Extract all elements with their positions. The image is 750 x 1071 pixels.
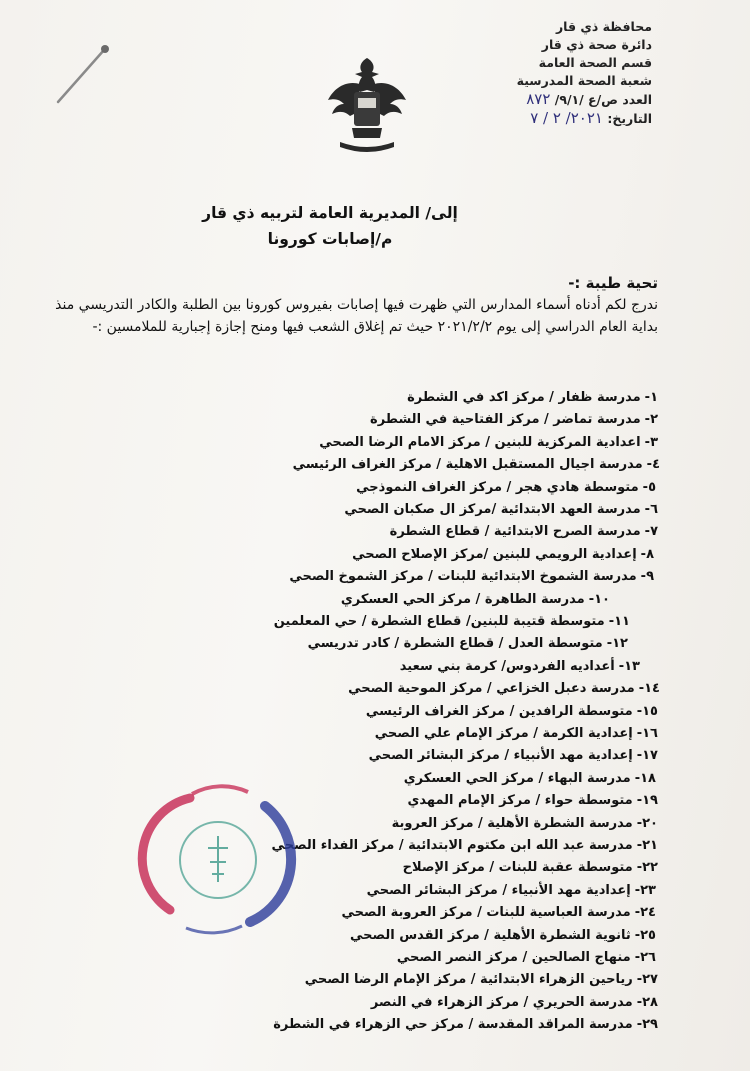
school-list-item xyxy=(397,950,656,965)
school-item-text: مدرسة الصرح الابتدائية / قطاع الشطرة xyxy=(389,524,641,540)
department-name: دائرة صحة ذي قار xyxy=(541,37,652,52)
letter-header xyxy=(452,18,652,128)
school-item-number: ٢٠- xyxy=(636,815,658,831)
reference-label: العدد ص/ع /٩/١/ xyxy=(554,92,652,107)
intro-paragraph: ندرج لكم أدناه أسماء المدارس التي ظهرت فيها إصابات بفيروس كورونا بين الطلبة والكادر التدريسي منذ بداية العام الدراسي إلى يوم ٢٠٢١/٢/٢ حيث تم إغلاق الشعب فيها ومنح إجازة إجبارية للملامسين :- xyxy=(55,297,658,335)
school-item-number: ٣- xyxy=(644,434,658,450)
school-item-text: متوسطة الرافدين / مركز الغراف الرئيسي xyxy=(365,703,633,719)
school-list-item xyxy=(344,502,658,517)
school-item-text: مدرسة ظفار / مركز اكد في الشطرة xyxy=(407,390,641,405)
school-list-item xyxy=(308,636,628,651)
school-item-number: ١٨- xyxy=(634,770,656,786)
school-item-text: مدرسة العهد الابتدائية /مركز ال صكبان الصحي xyxy=(344,502,641,517)
school-item-number: ٢٧- xyxy=(636,972,658,988)
school-item-text: مدرسة عبد الله ابن مكتوم الابتدائية / مركز الفداء الصحي xyxy=(271,838,633,853)
school-item-number: ٢٨- xyxy=(636,994,658,1010)
school-item-number: ٢٦- xyxy=(634,950,656,965)
school-item-number: ٦- xyxy=(644,502,658,517)
school-item-text: مدرسة المراقد المقدسة / مركز حي الزهراء في الشطرة xyxy=(273,1017,633,1033)
school-list-item xyxy=(272,838,658,853)
school-list-item xyxy=(390,524,658,539)
school-item-number: ٢- xyxy=(644,412,658,428)
school-list-item xyxy=(356,480,656,495)
school-item-text: متوسطة هادي هجر / مركز الغراف النموذجي xyxy=(356,479,639,495)
school-item-number: ١٩- xyxy=(636,793,658,809)
iraq-eagle-emblem-icon xyxy=(322,54,412,154)
school-item-text: متوسطة العدل / قطاع الشطرة / كادر تدريسي xyxy=(307,636,603,652)
greeting-line: تحية طيبة :- xyxy=(568,274,658,292)
school-list-item xyxy=(404,771,656,786)
school-item-text: إعدادية الكرمة / مركز الإمام علي الصحي xyxy=(374,726,633,741)
school-item-text: منهاج الصالحين / مركز النصر الصحي xyxy=(396,950,631,965)
school-item-number: ١٣- xyxy=(618,658,640,674)
school-item-text: إعدادية مهد الأنبياء / مركز البشائر الصحي xyxy=(368,748,633,764)
school-list-item xyxy=(400,659,640,674)
school-item-number: ٢٢- xyxy=(636,860,658,876)
school-list-item xyxy=(274,614,630,629)
school-item-number: ٢١- xyxy=(636,838,658,853)
school-list-item xyxy=(370,412,658,427)
school-item-text: متوسطة قتيبة للبنين/ قطاع الشطرة / حي المعلمين xyxy=(273,614,605,629)
school-item-number: ٢٩- xyxy=(636,1017,658,1033)
school-list-item xyxy=(348,681,660,696)
school-item-number: ١١- xyxy=(608,614,630,629)
reference-number xyxy=(452,90,652,109)
school-list-item xyxy=(319,435,658,450)
school-list-item xyxy=(352,547,654,562)
school-item-number: ٨- xyxy=(640,546,654,562)
school-item-text: رياحين الزهراء الابتدائية / مركز الإمام الرضا الصحي xyxy=(304,972,633,988)
school-item-number: ٢٣- xyxy=(634,882,656,898)
school-list-item xyxy=(371,995,658,1010)
school-item-text: أعداديه الفردوس/ كرمة بني سعيد xyxy=(399,658,615,674)
pin-icon xyxy=(48,40,118,110)
school-list-item xyxy=(341,905,656,920)
school-item-number: ١٢- xyxy=(606,636,628,652)
school-item-text: مدرسة الحريري / مركز الزهراء في النصر xyxy=(370,994,633,1010)
school-list-item xyxy=(369,748,658,763)
school-list-item xyxy=(366,704,658,719)
reference-handwritten: ٨٧٢ xyxy=(526,90,551,108)
school-item-number: ٢٥- xyxy=(634,927,656,943)
school-item-number: ١٧- xyxy=(636,748,658,764)
school-item-text: مدرسة دعبل الخزاعي / مركز الموحية الصحي xyxy=(348,681,635,697)
school-item-text: مدرسة الشطرة الأهلية / مركز العروبة xyxy=(391,815,633,831)
school-list-item xyxy=(341,592,610,607)
school-list-item xyxy=(305,972,658,987)
school-item-text: مدرسة العباسية للبنات / مركز العروبة الصحي xyxy=(341,905,631,921)
school-item-text: مدرسة اجيال المستقبل الاهلية / مركز الغراف الرئيسي xyxy=(292,457,643,473)
letter-date xyxy=(452,109,652,128)
school-item-text: مدرسة تماضر / مركز الفتاحية في الشطرة xyxy=(370,412,641,428)
school-item-number: ١٥- xyxy=(636,703,658,719)
branch-name: شعبة الصحة المدرسية xyxy=(516,73,652,88)
subject-line: م/إصابات كورونا xyxy=(267,230,393,248)
school-list-item xyxy=(403,860,658,875)
school-item-number: ١٠- xyxy=(588,591,610,607)
school-item-number: ١٦- xyxy=(636,726,658,741)
school-item-text: متوسطة حواء / مركز الإمام المهدي xyxy=(407,793,633,809)
section-name: قسم الصحة العامة xyxy=(538,55,652,70)
date-handwritten: ٢٠٢١/ ٢ / ٧ xyxy=(530,109,603,127)
school-list-item xyxy=(375,726,658,741)
school-item-number: ٢٤- xyxy=(634,905,656,921)
school-item-text: اعدادية المركزية للبنين / مركز الامام الرضا الصحي xyxy=(319,434,641,450)
date-label: التاريخ: xyxy=(607,111,652,126)
school-item-number: ٧- xyxy=(644,524,658,540)
governorate-name: محافظة ذي قار xyxy=(555,19,652,34)
school-item-text: مدرسة الشموخ الابتدائية للبنات / مركز الشموخ الصحي xyxy=(289,569,637,585)
school-list-item xyxy=(407,793,658,808)
school-list-item xyxy=(367,883,656,898)
school-item-text: إعدادية مهد الأنبياء / مركز البشائر الصحي xyxy=(366,882,631,898)
school-item-text: مدرسة البهاء / مركز الحي العسكري xyxy=(403,770,631,786)
school-item-number: ٤- xyxy=(646,457,660,473)
school-item-text: مدرسة الطاهرة / مركز الحي العسكري xyxy=(340,591,585,607)
school-item-number: ١- xyxy=(644,390,658,405)
school-item-text: إعدادية الرويمي للبنين /مركز الإصلاح الصحي xyxy=(352,546,637,562)
school-list-item xyxy=(289,569,654,584)
school-list-item xyxy=(293,457,660,472)
school-item-text: متوسطة عقبة للبنات / مركز الإصلاح xyxy=(402,860,633,876)
recipient-line: إلى/ المديرية العامة لتربيه ذي قار xyxy=(202,204,458,222)
school-item-number: ٩- xyxy=(640,569,654,585)
school-list-item xyxy=(392,816,658,831)
school-item-text: ثانوية الشطرة الأهلية / مركز القدس الصحي xyxy=(350,927,631,943)
school-list-item xyxy=(407,390,658,405)
school-item-number: ١٤- xyxy=(638,681,660,697)
round-stamp-icon xyxy=(130,770,300,940)
school-list-item xyxy=(273,1017,658,1032)
school-list-item xyxy=(350,928,656,943)
school-item-number: ٥- xyxy=(642,479,656,495)
